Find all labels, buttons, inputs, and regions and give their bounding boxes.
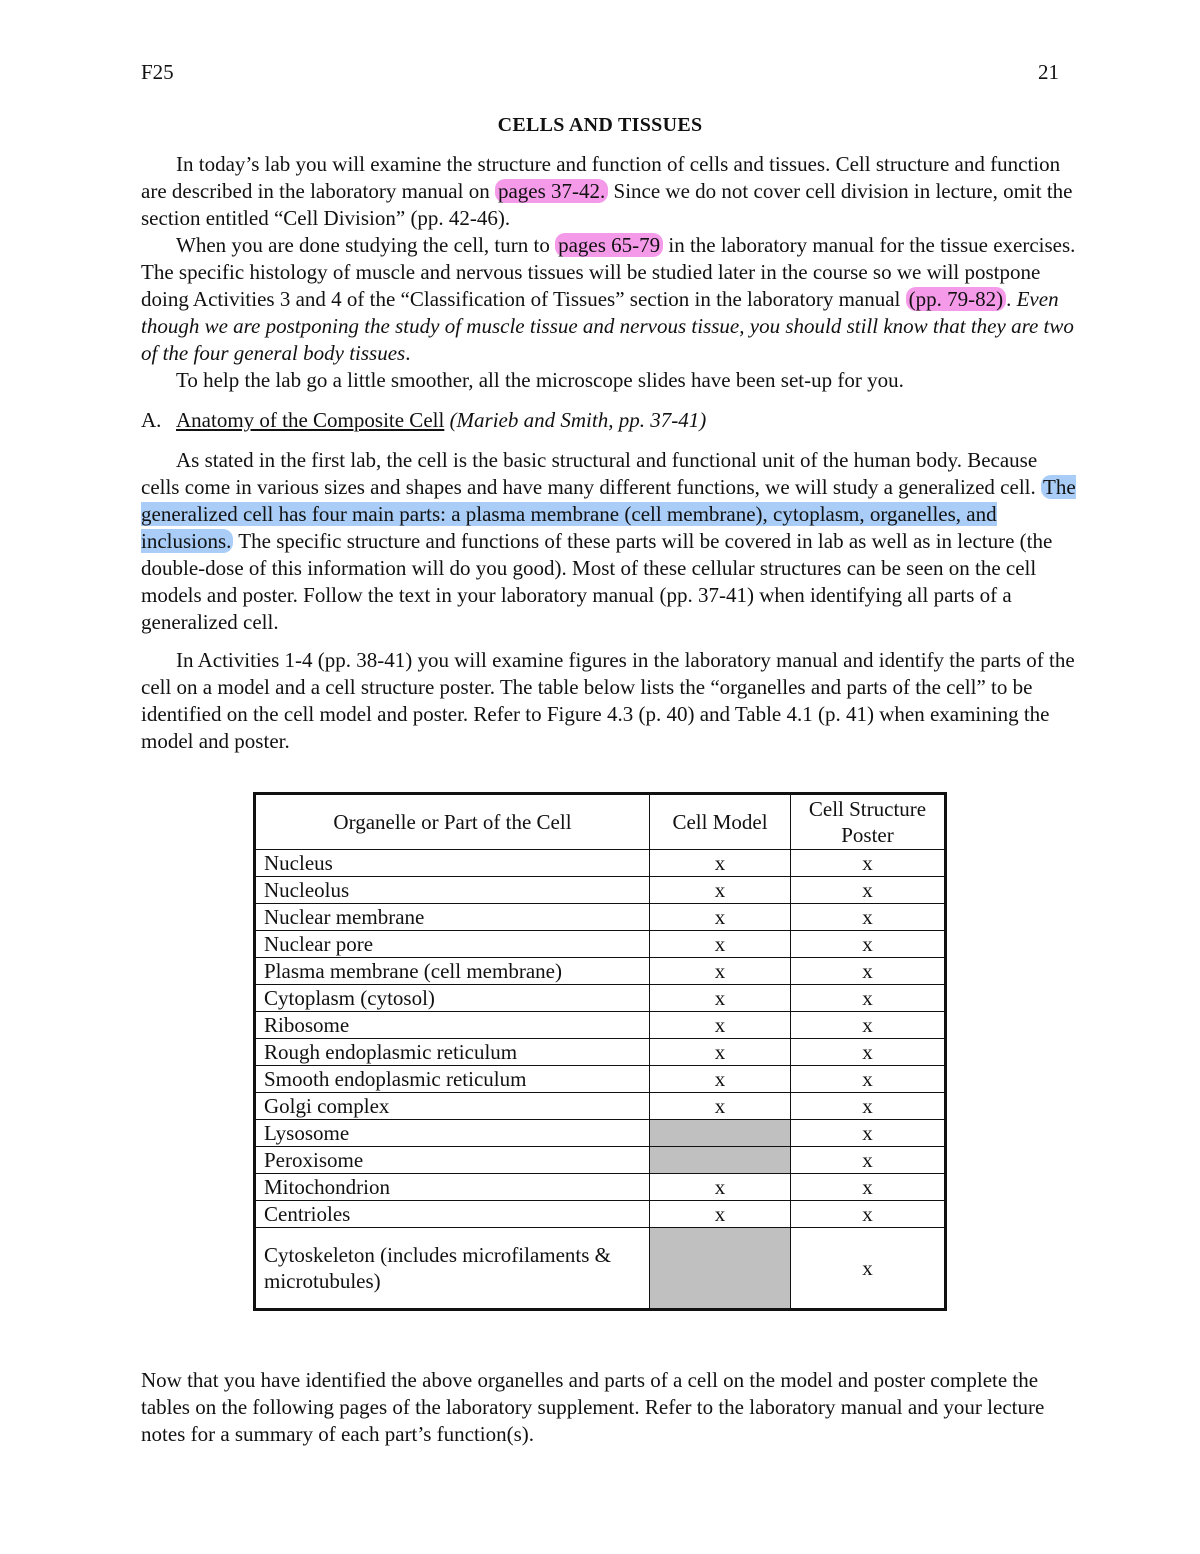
highlight-four-main-parts: The generalized cell has four main parts: a plasma membrane (cell membrane), cytoplasm, organelles, and inclusions.: [141, 475, 1076, 553]
poster-mark: x: [791, 1012, 946, 1039]
cell-model-mark: x: [650, 1066, 791, 1093]
cell-model-mark: x: [650, 877, 791, 904]
table-row: [255, 931, 946, 958]
section-a-body-2: [141, 647, 1076, 755]
cell-model-mark: x: [650, 1012, 791, 1039]
organelle-name-cell: Peroxisome: [255, 1147, 650, 1174]
organelle-name-cell: Ribosome: [255, 1012, 650, 1039]
cell-model-mark: x: [650, 904, 791, 931]
table-row: [255, 1093, 946, 1120]
poster-mark: x: [791, 985, 946, 1012]
table-row: [255, 1228, 946, 1310]
section-a-body: [141, 447, 1076, 636]
table-row: [255, 1201, 946, 1228]
poster-mark: x: [791, 1093, 946, 1120]
section-reference: (Marieb and Smith, pp. 37-41): [449, 408, 707, 432]
organelle-name-cell: Golgi complex: [255, 1093, 650, 1120]
organelle-name-cell: Nuclear membrane: [255, 904, 650, 931]
section-a-paragraph-1: [141, 447, 1076, 636]
intro-p2-end: .: [405, 341, 411, 365]
intro-p1-text: In today’s lab you will examine the structure and function of cells and tissues. Cell structure and function are described in the laboratory manual on: [141, 152, 1061, 203]
poster-mark: x: [791, 1174, 946, 1201]
poster-mark: x: [791, 1066, 946, 1093]
organelle-name-cell: Centrioles: [255, 1201, 650, 1228]
organelle-name-cell: Nucleolus: [255, 877, 650, 904]
table-row: [255, 1012, 946, 1039]
cell-model-mark: x: [650, 931, 791, 958]
intro-p1-text-end: Since we do not cover cell division in lecture, omit the section entitled “Cell Division” (pp. 42-46).: [141, 179, 1073, 230]
intro-p2-italic-note: Even though we are postponing the study of muscle tissue and nervous tissue, you should still know that they are two of the four general body tissues: [141, 287, 1074, 365]
organelle-name-cell: Cytoskeleton (includes microfilaments & microtubules): [255, 1228, 650, 1310]
intro-paragraph-3: To help the lab go a little smoother, all the microscope slides have been set-up for you.: [176, 368, 904, 392]
cell-model-shaded-cell: [650, 1120, 791, 1147]
poster-mark: x: [791, 1120, 946, 1147]
organelle-name-cell: Smooth endoplasmic reticulum: [255, 1066, 650, 1093]
organelle-name-cell: Rough endoplasmic reticulum: [255, 1039, 650, 1066]
section-a-paragraph-2: In Activities 1-4 (pp. 38-41) you will examine figures in the laboratory manual and identify the parts of the cell on a model and a cell structure poster. The table below lists the “organelles and parts of the cell” to be identified on the cell model and poster. Refer to Figure 4.3 (p. 40) and Table 4.1 (p. 41) when examining the model and poster.: [141, 648, 1075, 753]
table-row: [255, 1039, 946, 1066]
highlight-pages-65-79: pages 65-79: [555, 233, 663, 257]
header-course-code: F25: [141, 60, 174, 84]
poster-mark: x: [791, 904, 946, 931]
cell-model-mark: x: [650, 850, 791, 877]
cell-model-mark: x: [650, 1039, 791, 1066]
poster-mark: x: [791, 931, 946, 958]
organelle-name-cell: Plasma membrane (cell membrane): [255, 958, 650, 985]
intro-p2-text-mid: in the laboratory manual for the tissue exercises. The specific histology of muscle and nervous tissues will be studied later in the course so we will postpone doing Activities 3 and 4 of the “Classification of Tissues” section in the laboratory manual: [141, 233, 1076, 311]
organelle-name-cell: Mitochondrion: [255, 1174, 650, 1201]
poster-mark: x: [791, 1228, 946, 1310]
poster-mark: x: [791, 877, 946, 904]
intro-paragraph-1: [141, 151, 1076, 232]
header-page-number: 21: [1038, 60, 1059, 84]
table-row: [255, 850, 946, 877]
section-a-heading: [141, 408, 706, 433]
poster-mark: x: [791, 1039, 946, 1066]
cell-model-mark: x: [650, 1093, 791, 1120]
cell-model-mark: x: [650, 958, 791, 985]
highlight-pp-79-82: (pp. 79-82): [906, 287, 1006, 311]
column-header-poster: Cell Structure Poster: [791, 794, 946, 850]
intro-p2-text: When you are done studying the cell, turn to: [176, 233, 556, 257]
column-header-model: Cell Model: [650, 794, 791, 850]
intro-p2-period: .: [1006, 287, 1017, 311]
cell-model-shaded-cell: [650, 1147, 791, 1174]
table-row: [255, 877, 946, 904]
organelle-name-cell: Nucleus: [255, 850, 650, 877]
section-title: Anatomy of the Composite Cell: [176, 408, 445, 432]
cell-model-mark: x: [650, 1174, 791, 1201]
organelle-name-cell: Cytoplasm (cytosol): [255, 985, 650, 1012]
table-row: [255, 958, 946, 985]
highlight-pages-37-42: pages 37-42.: [495, 179, 608, 203]
column-header-part: Organelle or Part of the Cell: [255, 794, 650, 850]
table-body: [255, 850, 946, 1310]
table-row: [255, 985, 946, 1012]
sec-a-p1-text-end: The specific structure and functions of these parts will be covered in lab as well as in lecture (the double-dose of this information will do you good). Most of these cellular structures can be seen on the cell models and poster. Follow the text in your laboratory manual (pp. 37-41) when identifying all parts of a generalized cell.: [141, 529, 1053, 634]
organelle-table: [253, 792, 947, 1311]
cell-model-shaded-cell: [650, 1228, 791, 1310]
intro-paragraph-2: [141, 232, 1076, 367]
poster-mark: x: [791, 1201, 946, 1228]
poster-mark: x: [791, 958, 946, 985]
cell-model-mark: x: [650, 985, 791, 1012]
table-header-row: [255, 794, 946, 850]
poster-mark: x: [791, 850, 946, 877]
table-row: [255, 1147, 946, 1174]
closing-paragraph: Now that you have identified the above organelles and parts of a cell on the model and poster complete the tables on the following pages of the laboratory supplement. Refer to the laboratory manual and your lecture notes for a summary of each part’s function(s).: [141, 1368, 1045, 1446]
page-title: CELLS AND TISSUES: [497, 114, 703, 136]
cell-model-mark: x: [650, 1201, 791, 1228]
table-row: [255, 1174, 946, 1201]
section-letter: A.: [141, 408, 162, 432]
table-row: [255, 904, 946, 931]
poster-mark: x: [791, 1147, 946, 1174]
organelle-name-cell: Lysosome: [255, 1120, 650, 1147]
sec-a-p1-text: As stated in the first lab, the cell is the basic structural and functional unit of the human body. Because cells come in various sizes and shapes and have many different functions, we will study a generalized cell.: [141, 448, 1041, 499]
table-row: [255, 1120, 946, 1147]
table-row: [255, 1066, 946, 1093]
intro-section: [141, 151, 1076, 394]
organelle-name-cell: Nuclear pore: [255, 931, 650, 958]
